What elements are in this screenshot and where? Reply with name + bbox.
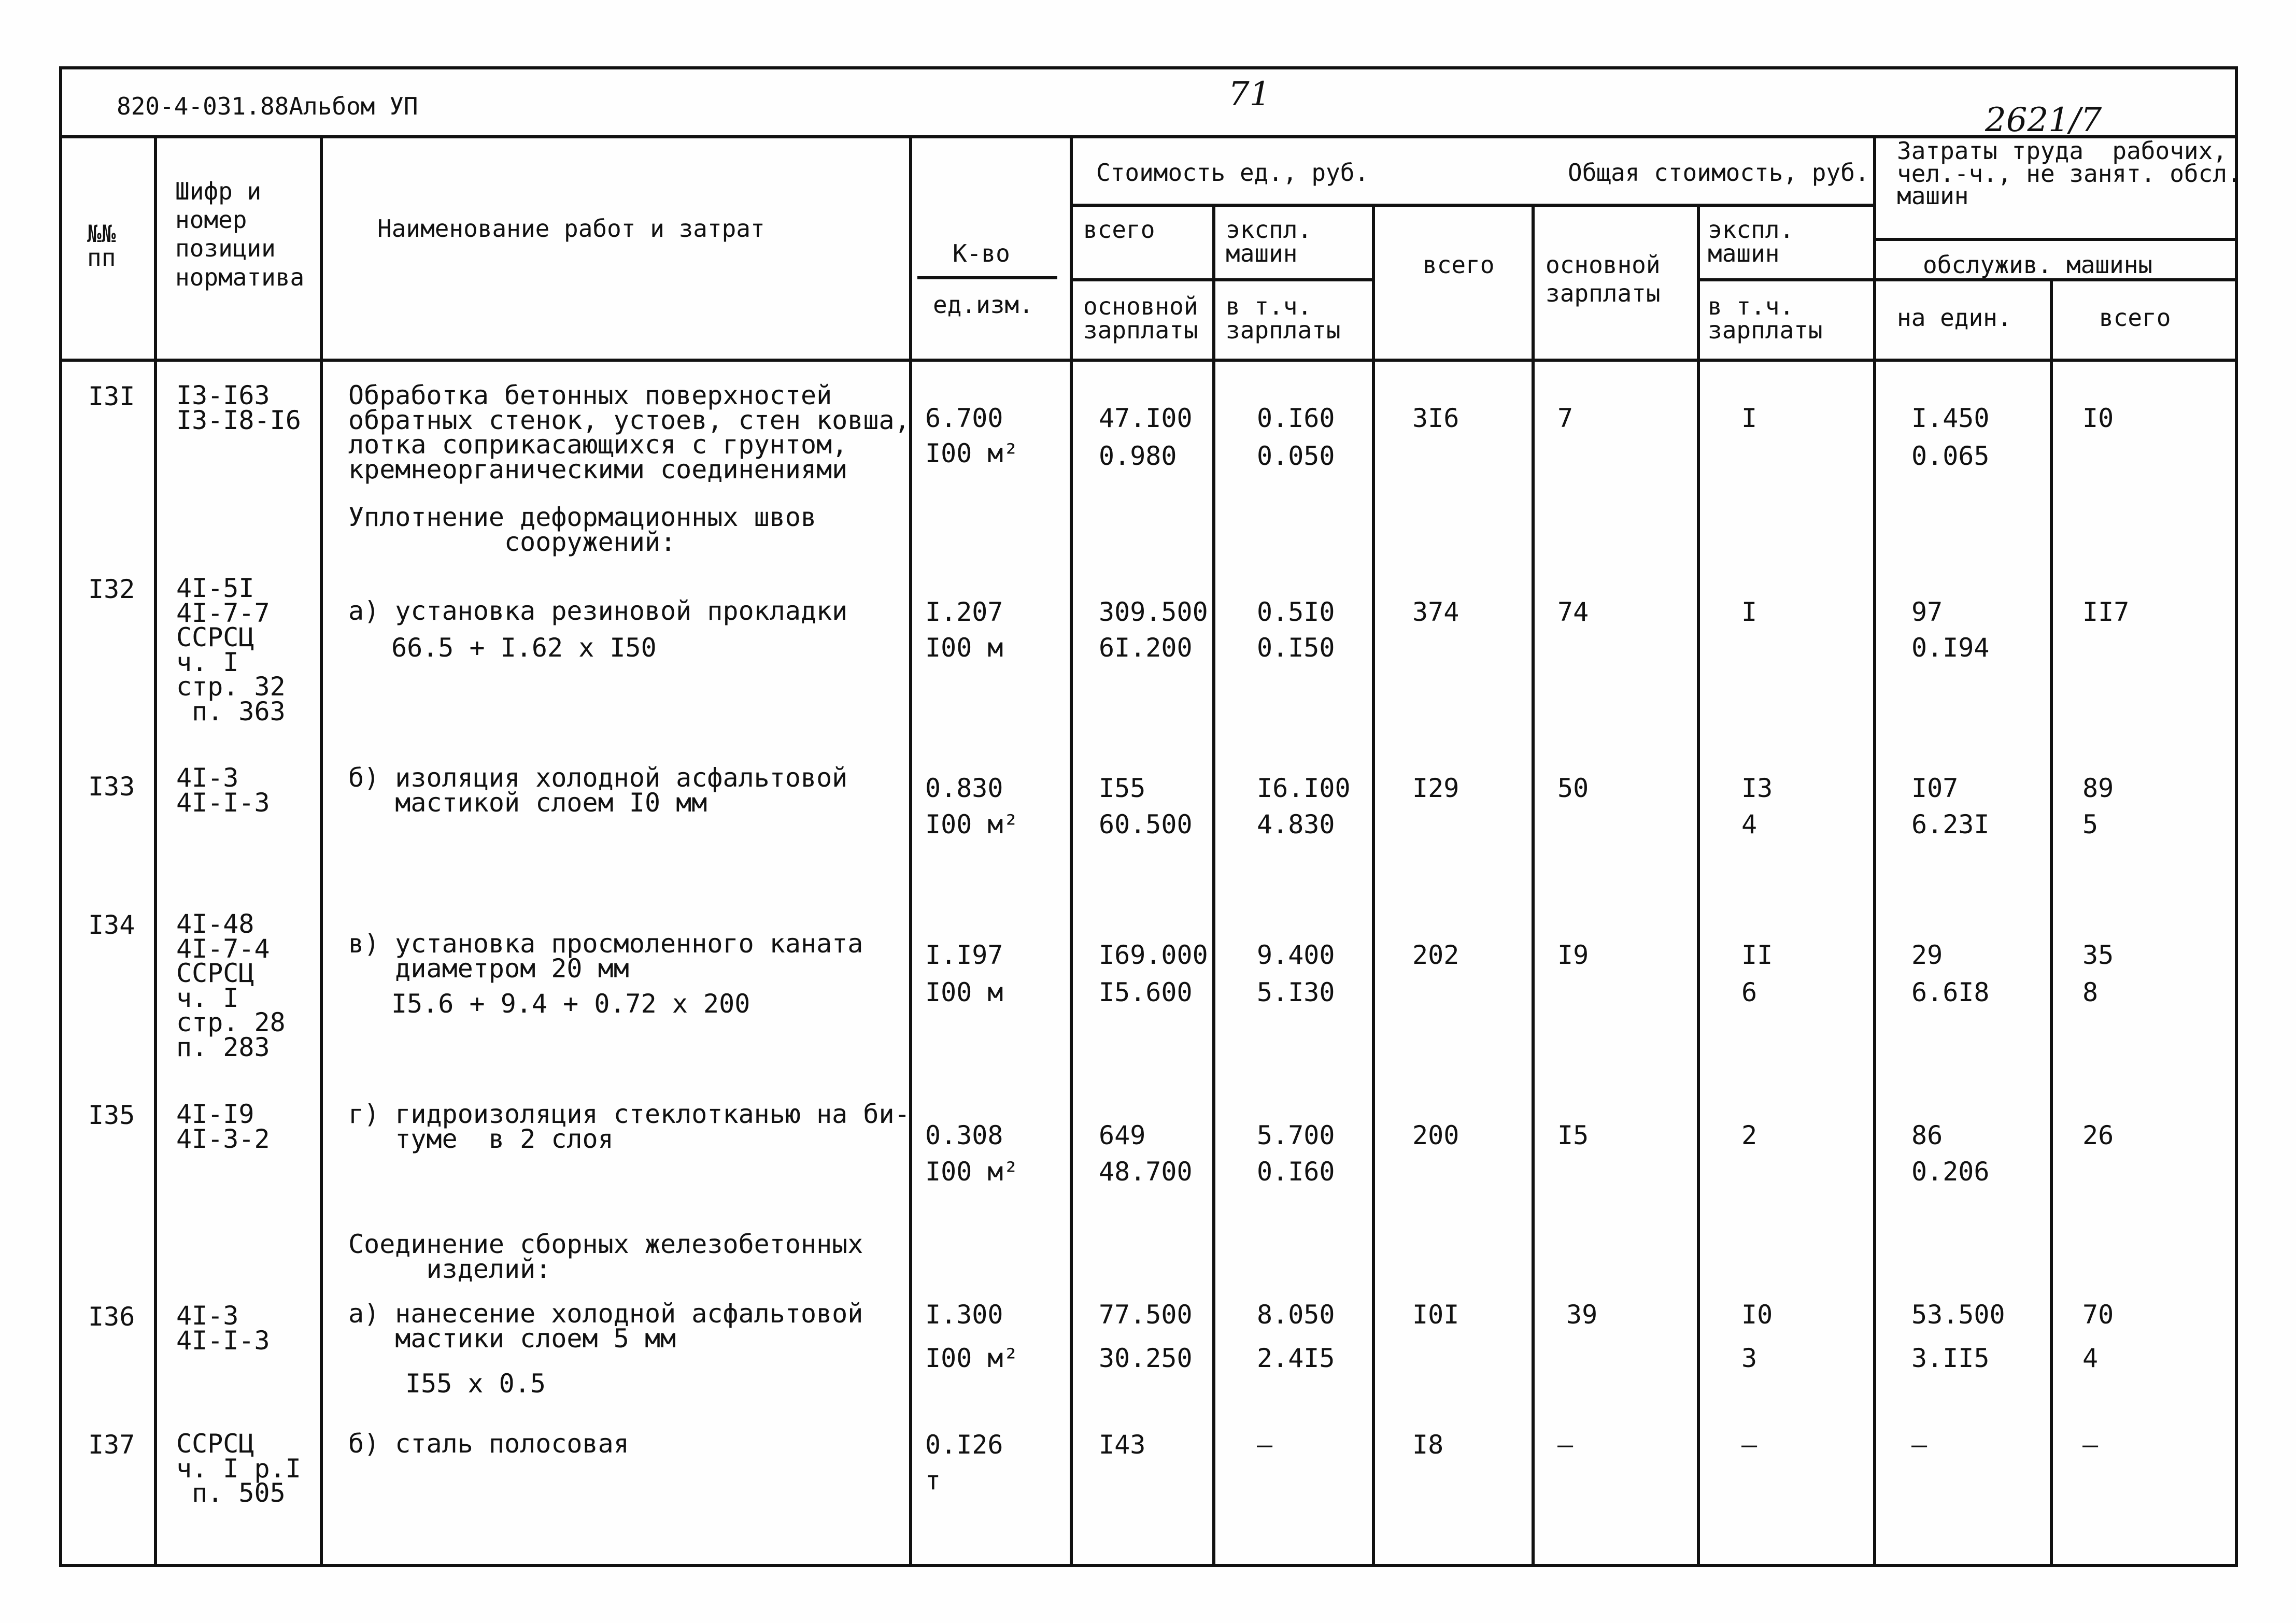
unit: I00 м²: [925, 438, 1019, 468]
unit: I00 м: [925, 633, 1003, 663]
unit-cost-machines: 0.I60: [1257, 403, 1335, 433]
group-header-labor: Затраты труда рабочих, чел.-ч., не занят. обсл. машин: [1897, 137, 2242, 210]
unit-cost-salary: 0.980: [1099, 441, 1177, 471]
unit-cost-machines-salary: 5.I30: [1257, 977, 1335, 1007]
total-machines-salary: 3: [1741, 1343, 1758, 1373]
norm-code: 4I-5I 4I-7-7 ССРСЦ ч. I стр. 32 п. 363: [176, 573, 286, 727]
unit-cost-machines-salary: 0.I50: [1257, 633, 1335, 663]
labor-per-unit-service: 6.23I: [1911, 809, 1990, 839]
row-number: I34: [88, 910, 135, 940]
labor-total-service: 8: [2082, 977, 2099, 1007]
unit-cost-machines: 5.700: [1257, 1120, 1335, 1150]
unit-cost-total: 77.500: [1099, 1300, 1193, 1330]
total-cost: I0I: [1412, 1300, 1459, 1330]
unit-cost-salary: 6I.200: [1099, 633, 1193, 663]
col-header-labor-total: всего: [2099, 304, 2171, 332]
labor-per-unit: I.450: [1911, 403, 1990, 433]
unit-cost-salary: I5.600: [1099, 977, 1193, 1007]
unit-cost-total: 309.500: [1099, 597, 1208, 627]
norm-code: 4I-3 4I-I-3: [176, 1301, 270, 1356]
total-machines: I3: [1741, 773, 1773, 803]
col-header-labor-per-unit: на един.: [1897, 304, 2012, 332]
unit-cost-salary: 48.700: [1099, 1157, 1193, 1187]
total-machines: I: [1741, 403, 1758, 433]
col-header-tc-machines: экспл. машин: [1708, 216, 1794, 267]
total-machines: –: [1741, 1430, 1758, 1460]
unit-cost-total: I69.000: [1099, 940, 1208, 970]
labor-per-unit-service: 0.I94: [1911, 633, 1990, 663]
formula: I55 x 0.5: [405, 1369, 546, 1399]
total-machines: II: [1741, 940, 1773, 970]
section-heading: Уплотнение деформационных швов сооружений:: [348, 502, 817, 557]
norm-code: 4I-48 4I-7-4 ССРСЦ ч. I стр. 28 п. 283: [176, 909, 286, 1062]
unit-cost-total: 649: [1099, 1120, 1146, 1150]
formula: 66.5 + I.62 x I50: [391, 633, 657, 663]
work-name: г) гидроизоляция стеклотканью на би- туме в 2 слоя: [348, 1099, 910, 1154]
unit: I00 м²: [925, 1157, 1019, 1187]
work-name: а) установка резиновой прокладки: [348, 596, 848, 626]
row-number: I35: [88, 1100, 135, 1130]
col-header-code: Шифр и номер позиции норматива: [175, 177, 305, 291]
page-number: 71: [1228, 75, 1271, 113]
labor-total: 70: [2082, 1300, 2114, 1330]
group-header-unit-cost: Стоимость ед., руб.: [1096, 159, 1369, 187]
unit-cost-machines: 0.5I0: [1257, 597, 1335, 627]
row-number: I37: [88, 1430, 135, 1460]
col-header-uc-salary: основной зарплаты: [1083, 292, 1198, 344]
col-header-tc-machines-salary: в т.ч. зарплаты: [1708, 292, 1823, 344]
col-header-uc-total: всего: [1083, 216, 1155, 244]
norm-code: I3-I63 I3-I8-I6: [176, 380, 301, 435]
total-salary: 50: [1557, 773, 1589, 803]
unit-cost-machines: 8.050: [1257, 1300, 1335, 1330]
col-header-labor-service: обслужив. машины: [1923, 251, 2153, 279]
labor-total: II7: [2082, 597, 2130, 627]
unit-cost-salary: 30.250: [1099, 1343, 1193, 1373]
labor-per-unit: 97: [1911, 597, 1943, 627]
quantity: I.I97: [925, 940, 1003, 970]
unit-cost-machines: 9.400: [1257, 940, 1335, 970]
col-header-unit: ед.изм.: [933, 291, 1033, 319]
unit-cost-machines-salary: 4.830: [1257, 809, 1335, 839]
total-machines-salary: 6: [1741, 977, 1758, 1007]
row-number: I33: [88, 772, 135, 802]
document-code: 820-4-031.88Альбом УП: [117, 92, 418, 120]
total-cost: I29: [1412, 773, 1459, 803]
labor-per-unit: –: [1911, 1430, 1927, 1460]
labor-total: 26: [2082, 1120, 2114, 1150]
norm-code: ССРСЦ ч. I р.I п. 505: [176, 1429, 301, 1508]
work-name: б) сталь полосовая: [348, 1429, 629, 1459]
total-machines: 2: [1741, 1120, 1758, 1150]
work-name: Обработка бетонных поверхностей обратных стенок, устоев, стен ковша, лотка соприкасающихся с грунтом, кремнеорганическими соединениями: [348, 380, 910, 485]
quantity: 0.308: [925, 1120, 1003, 1150]
col-header-num: №№ пп: [87, 220, 116, 272]
labor-total-service: 5: [2082, 809, 2099, 839]
unit-cost-machines-salary: 0.I60: [1257, 1157, 1335, 1187]
col-header-uc-machines-salary: в т.ч. зарплаты: [1226, 292, 1341, 344]
total-salary: I5: [1557, 1120, 1589, 1150]
labor-per-unit-service: 0.206: [1911, 1157, 1990, 1187]
section-heading: Соединение сборных железобетонных изделий:: [348, 1229, 863, 1284]
labor-per-unit-service: 3.II5: [1911, 1343, 1990, 1373]
total-salary: 74: [1557, 597, 1589, 627]
unit-cost-total: I55: [1099, 773, 1146, 803]
total-cost: 202: [1412, 940, 1459, 970]
col-header-qty: К-во: [953, 239, 1010, 267]
unit: I00 м²: [925, 1343, 1019, 1373]
quantity: 6.700: [925, 403, 1003, 433]
col-header-uc-machines: экспл. машин: [1226, 216, 1312, 267]
work-name: б) изоляция холодной асфальтовой мастикой слоем I0 мм: [348, 763, 848, 818]
total-salary: –: [1557, 1430, 1574, 1460]
total-salary: I9: [1557, 940, 1589, 970]
unit: I00 м: [925, 977, 1003, 1007]
norm-code: 4I-I9 4I-3-2: [176, 1099, 270, 1154]
quantity: I.300: [925, 1300, 1003, 1330]
total-machines-salary: 4: [1741, 809, 1758, 839]
labor-per-unit: 29: [1911, 940, 1943, 970]
norm-code: 4I-3 4I-I-3: [176, 763, 270, 818]
row-number: I3I: [88, 381, 135, 411]
unit-cost-machines-salary: 2.4I5: [1257, 1343, 1335, 1373]
unit-cost-machines-salary: 0.050: [1257, 441, 1335, 471]
group-header-total-cost: Общая стоимость, руб.: [1568, 159, 1869, 187]
unit-cost-total: I43: [1099, 1430, 1146, 1460]
total-machines: I0: [1741, 1300, 1773, 1330]
total-salary: 7: [1557, 403, 1574, 433]
labor-total: 89: [2082, 773, 2114, 803]
labor-total: 35: [2082, 940, 2114, 970]
labor-per-unit-service: 6.6I8: [1911, 977, 1990, 1007]
col-header-tc-salary: основной зарплаты: [1546, 251, 1661, 308]
total-cost: 3I6: [1412, 403, 1459, 433]
total-cost: I8: [1412, 1430, 1444, 1460]
quantity: 0.I26: [925, 1430, 1003, 1460]
labor-per-unit: I07: [1911, 773, 1959, 803]
work-name: а) нанесение холодной асфальтовой мастики слоем 5 мм: [348, 1299, 863, 1354]
col-header-name: Наименование работ и затрат: [377, 215, 765, 243]
total-cost: 200: [1412, 1120, 1459, 1150]
unit-cost-total: 47.I00: [1099, 403, 1193, 433]
work-name: в) установка просмоленного каната диаметром 20 мм: [348, 929, 863, 984]
unit-cost-machines: –: [1257, 1430, 1273, 1460]
archive-stamp: 2621/7: [1985, 101, 2102, 139]
labor-per-unit: 53.500: [1911, 1300, 2005, 1330]
total-cost: 374: [1412, 597, 1459, 627]
labor-total-service: 4: [2082, 1343, 2099, 1373]
labor-per-unit-service: 0.065: [1911, 441, 1990, 471]
row-number: I32: [88, 574, 135, 604]
labor-total: I0: [2082, 403, 2114, 433]
labor-total: –: [2082, 1430, 2099, 1460]
col-header-tc-total: всего: [1423, 251, 1495, 279]
total-salary: 39: [1566, 1300, 1598, 1330]
quantity: 0.830: [925, 773, 1003, 803]
unit: I00 м²: [925, 809, 1019, 839]
quantity: I.207: [925, 597, 1003, 627]
labor-per-unit: 86: [1911, 1120, 1943, 1150]
unit-cost-machines: I6.I00: [1257, 773, 1351, 803]
row-number: I36: [88, 1302, 135, 1332]
total-machines: I: [1741, 597, 1758, 627]
unit: т: [925, 1465, 941, 1496]
unit-cost-salary: 60.500: [1099, 809, 1193, 839]
formula: I5.6 + 9.4 + 0.72 x 200: [391, 989, 750, 1019]
